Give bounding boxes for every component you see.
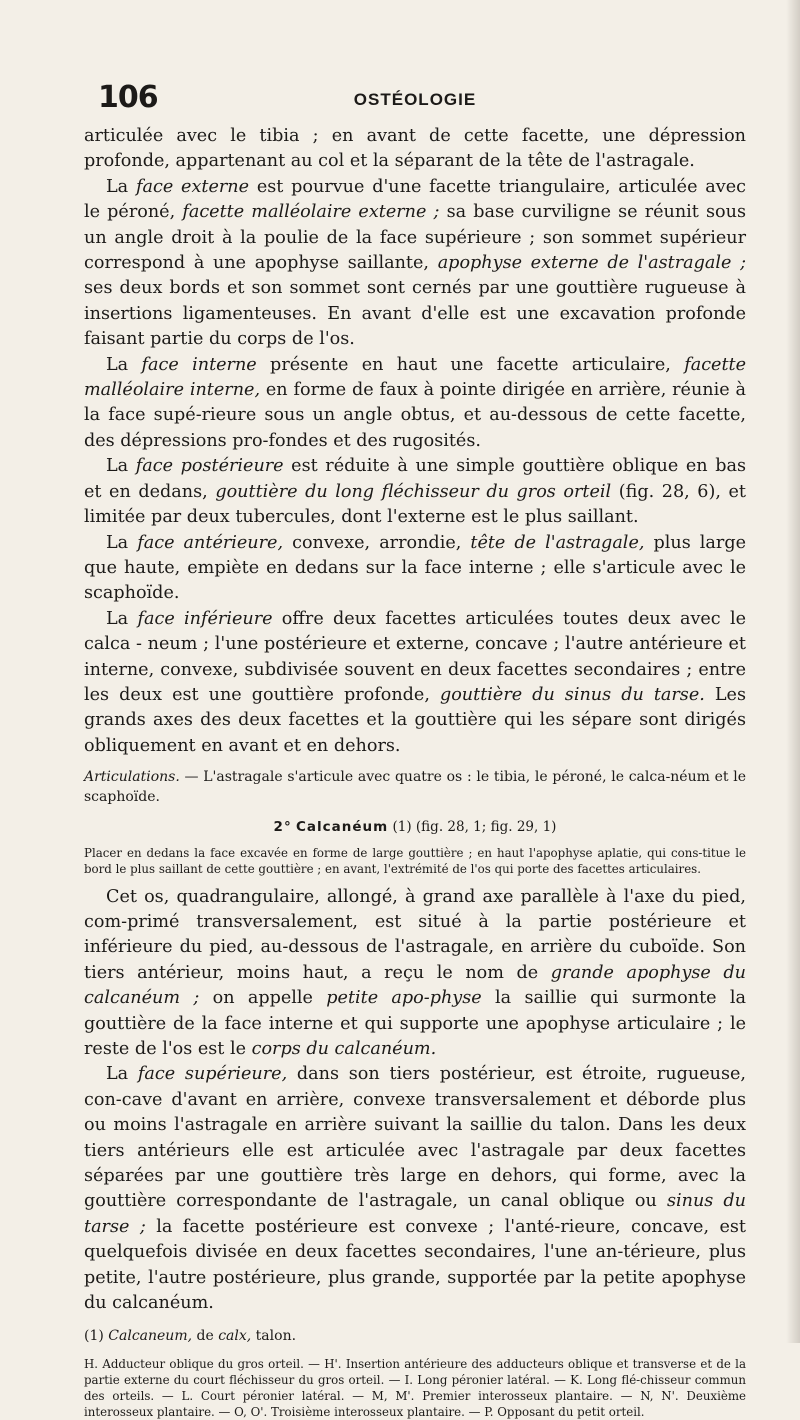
text: La [106,608,138,629]
text: La [106,354,142,375]
term-face-anterieure: face antérieure, [137,532,284,553]
text: (fig. 28, 6), et limitée par deux tubercules, dont l'externe est le plus saillant. [84,481,747,528]
text: talon. [251,1328,297,1345]
footnote-marker: (1) [84,1328,109,1345]
text: convexe, arrondie, [283,532,471,553]
text: — L'astragale s'articule avec quatre os : le tibia, le péroné, le calca-néum et le scaphoïde. [84,769,746,806]
paragraph-face-posterieure [84,454,746,530]
paragraph-face-anterieure [84,531,746,607]
figure-legend [84,1356,746,1420]
paragraph-face-interne [84,353,746,455]
footnote [84,1326,746,1346]
term-face-superieure: face supérieure, [137,1064,288,1085]
term-facette-malleolaire-interne: facette malléolaire interne, [84,354,747,401]
paragraph-calcaneum-description [84,885,746,1063]
paragraph-articulations [84,767,746,807]
paragraph-1 [84,124,746,175]
text: de [192,1328,219,1345]
text: Cet os, quadrangulaire, allongé, à grand axe parallèle à l'axe du pied, com-primé transversalement, est situé à la partie postérieure et inférieure du pied, au-dessous de l'astragale, en arrière du cuboïde. Son tiers antérieur, moins haut, a reçu le nom de [84,886,746,983]
text: Placer en dedans la face excavée en forme de large gouttière ; en haut l'apophyse aplatie, qui cons-titue le bord le plus saillant de cette gouttière ; en avant, l'extrémité de l'os qui porte des facettes articulaires. [84,845,746,876]
page-number: 106 [98,80,158,115]
text: présente en haut une facette articulaire, [256,354,685,375]
page-edge-shadow [786,0,800,1343]
text: dans son tiers postérieur, est étroite, rugueuse, con-cave d'avant en arrière, convexe transversalement et déborde plus ou moins l'astragale en arrière suivant la saillie du talon. Dans les deux tiers antérieurs elle est articulée avec l'astragale par deux facettes séparées par une gouttière très large en dehors, qui forme, avec la gouttière correspondante de l'astragale, un canal oblique ou [84,1064,747,1212]
term-tete-astragale: tête de l'astragale, [470,532,645,553]
text: la facette postérieure est convexe ; l'anté-rieure, concave, est quelquefois divisée en deux facettes secondaires, l'une an-térieure, plus petite, l'autre postérieure, plus grande, supportée par la petite apophyse du calcanéum. [84,1216,746,1314]
text: ses deux bords et son sommet sont cernés par une gouttière rugueuse à insertions ligamenteuses. En avant d'elle est une excavation profonde faisant partie du corps de l'os. [84,278,746,350]
term-articulations: Articulations. [84,769,180,786]
term-face-inferieure: face inférieure [137,608,273,629]
text: en forme de faux à pointe dirigée en arrière, réunie à la face supé-rieure sous un angle obtus, et au-dessous de cette facette, des dépressions pro-fondes et des rugosités. [84,380,746,451]
text: plus large que haute, empiète en dedans sur la face interne ; elle s'articule avec le scaphoïde. [84,532,746,604]
term-gouttiere-sinus-tarse: gouttière du sinus du tarse. [439,684,705,705]
placement-instructions [84,845,746,877]
text: La [106,456,136,477]
term-petite-apophyse: petite apo-physe [326,988,482,1009]
paragraph-1-text: articulée avec le tibia ; en avant de cette facette, une dépression profonde, appartenant au col et la séparant de la tête de l'astragale. [84,126,746,172]
text: La [106,176,136,197]
term-gouttiere-fléchisseur: gouttière du long fléchisseur du gros orteil [215,481,612,502]
page-header [84,80,746,115]
footnote-term: Calcaneum, [108,1328,193,1345]
term-face-posterieure: face postérieure [135,456,284,477]
text: est pourvue d'une facette triangulaire, articulée avec le péroné, [84,176,746,223]
text: est réduite à une simple gouttière oblique en bas et en dedans, [84,456,746,502]
term-face-interne: face interne [141,354,257,375]
term-facette-malleolaire-externe: facette malléolaire externe ; [182,202,440,223]
body-text [84,124,746,1420]
section-heading-calcaneum [84,815,746,840]
text: on appelle [199,988,327,1009]
term-grande-apophyse: grande apophyse du calcanéum ; [84,962,746,1009]
term-face-externe: face externe [135,176,250,197]
text: offre deux facettes articulées toutes deux avec le calca - neum ; l'une postérieure et externe, concave ; l'autre antérieure et interne, convexe, subdivisée souvent en deux facettes secondaires ; entre les deux est une gouttière profonde, [84,608,746,705]
text: la saillie qui surmonte la gouttière de la face interne et qui supporte une apophyse articulaire ; le reste de l'os est le [84,988,747,1059]
running-title: OSTÉOLOGIE [353,90,477,109]
term-apophyse-externe: apophyse externe de l'astragale ; [437,253,746,274]
text: sa base curviligne se réunit sous un angle droit à la poulie de la face supérieure ; son sommet supérieur correspond à une apophyse saillante, [84,202,746,274]
section-title: Calcanéum [296,819,389,836]
footnote-latin: calx, [218,1328,252,1345]
paragraph-face-externe [84,175,746,353]
term-sinus-tarse: sinus du tarse ; [84,1191,746,1237]
paragraph-face-inferieure [84,607,746,759]
text: H. Adducteur oblique du gros orteil. — H'. Insertion antérieure des adducteurs oblique et transverse et de la partie externe du court fléchisseur du gros orteil. — I. Long péronier latéral. — K. Long flé-chisseur commun des orteils. — L. Court péronier latéral. — M, M'. Premier interosseux plantaire. — N, N'. Deuxième interosseux plantaire. — O, O'. Troisième interosseux plantaire. — P. Opposant du petit orteil. [84,1357,746,1420]
section-figure-ref: (1) (fig. 28, 1; fig. 29, 1) [388,819,557,836]
paragraph-face-superieure [84,1062,746,1316]
text: La [106,532,138,553]
text: La [106,1064,138,1085]
text: Les grands axes des deux facettes et la gouttière qui les sépare sont dirigés obliquement en avant et en dehors. [84,684,746,756]
term-corps-calcaneum: corps du calcanéum. [251,1039,437,1059]
section-number: 2° [273,819,292,836]
